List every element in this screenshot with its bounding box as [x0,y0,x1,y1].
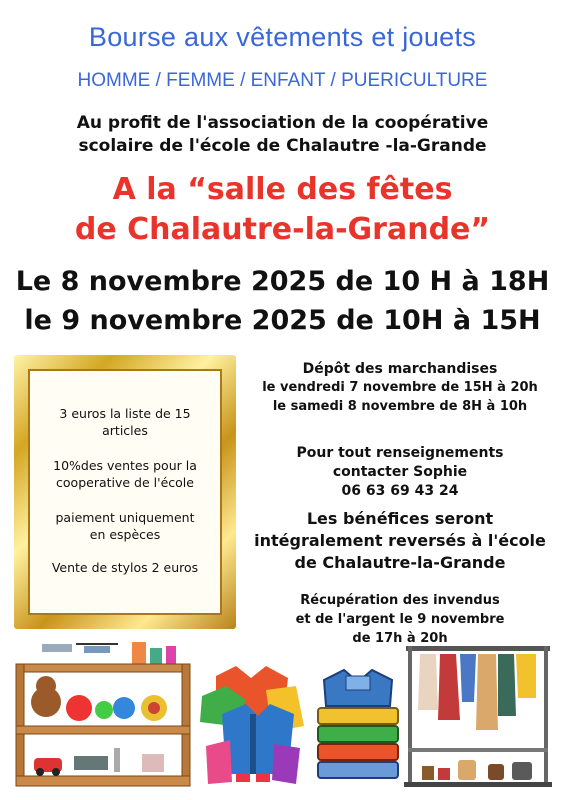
categories-line: HOMME / FEMME / ENFANT / PUERICULTURE [77,70,488,91]
pickup-line-1: Récupération des invendus [300,593,500,608]
association-line-1: Au profit de l'association de la coopérative [76,113,489,133]
info-phone: 06 63 69 43 24 [341,483,459,499]
association-line-2: scolaire de l'école de Chalautre -la-Grande [78,136,487,156]
poster-title: Bourse aux vêtements et jouets [88,22,477,52]
clothes-pile-icon [196,656,308,790]
toy-shelf-icon [14,638,198,788]
frame-item-payment: paiement uniquement en espèces [55,510,195,542]
date-line-2: le 9 novembre 2025 de 10H à 15H [24,305,541,336]
info-line-1: Pour tout renseignements [296,445,504,461]
frame-item-pens: Vente de stylos 2 euros [51,560,199,575]
deposit-line-2: le samedi 8 novembre de 8H à 10h [272,399,528,414]
gold-frame [14,355,236,629]
venue-line-2: de Chalautre-la-Grande” [74,212,491,247]
benefit-line-3: de Chalautre-la-Grande [294,553,506,572]
folded-sweaters-icon [310,662,406,786]
pickup-line-3: de 17h à 20h [352,631,448,646]
clothes-rack-icon [402,640,554,790]
date-line-1: Le 8 novembre 2025 de 10 H à 18H [15,266,550,297]
venue-line-1: A la “salle des fêtes [112,172,453,207]
deposit-line-1: le vendredi 7 novembre de 15H à 20h [262,380,538,395]
frame-item-percent: 10%des ventes pour la cooperative de l'école [53,458,197,490]
deposit-title: Dépôt des marchandises [302,361,498,377]
pickup-line-2: et de l'argent le 9 novembre [295,612,505,627]
frame-item-price: 3 euros la liste de 15 articles [59,406,191,438]
frame-content [28,369,222,615]
benefit-line-1: Les bénéfices seront [306,509,494,528]
benefit-line-2: intégralement reversés à l'école [254,531,546,550]
info-line-2: contacter Sophie [332,464,468,480]
